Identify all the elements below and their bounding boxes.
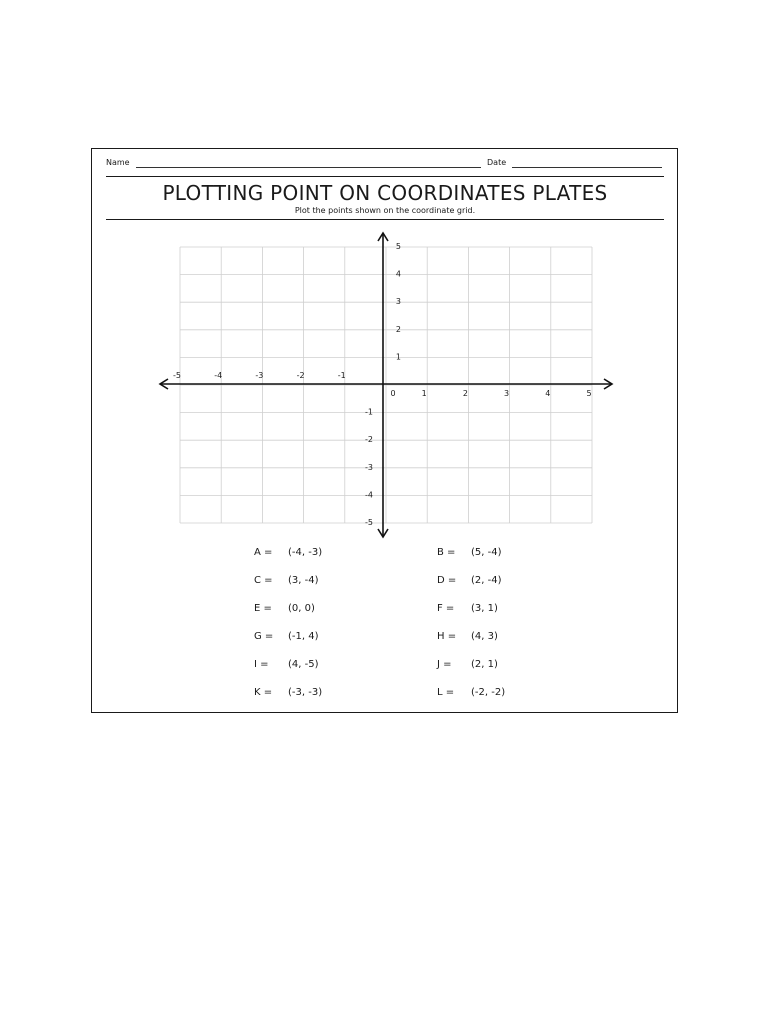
point-coordinate: (4, -5) xyxy=(288,659,319,670)
y-tick-label: -3 xyxy=(365,462,373,472)
points-list xyxy=(92,149,679,714)
point-item xyxy=(437,575,502,586)
y-tick-label: -5 xyxy=(365,518,373,527)
point-coordinate: (3, -4) xyxy=(288,575,319,586)
page-title: PLOTTING POINT ON COORDINATES PLATES xyxy=(162,181,608,205)
point-item xyxy=(437,687,505,698)
point-coordinate: (0, 0) xyxy=(288,603,315,614)
point-item xyxy=(437,603,498,614)
y-tick-label: 5 xyxy=(395,242,401,251)
point-label: L = xyxy=(437,687,455,698)
point-label: F = xyxy=(437,603,455,614)
point-item xyxy=(254,631,319,642)
point-coordinate: (-3, -3) xyxy=(288,687,323,698)
point-item xyxy=(254,575,319,586)
worksheet xyxy=(91,148,678,713)
point-item xyxy=(254,547,322,558)
x-tick-label: -1 xyxy=(337,371,346,380)
point-label: J = xyxy=(437,659,452,670)
x-tick-label: -4 xyxy=(214,371,223,380)
point-label: H = xyxy=(437,631,457,642)
point-label: G = xyxy=(254,631,274,642)
y-tick-label: -4 xyxy=(365,490,373,500)
x-tick-label: 1 xyxy=(421,389,427,398)
point-item xyxy=(437,631,498,642)
x-tick-label: 2 xyxy=(462,389,468,398)
point-coordinate: (2, -4) xyxy=(471,575,502,586)
point-coordinate: (4, 3) xyxy=(471,631,498,642)
point-label: B = xyxy=(437,547,456,558)
x-tick-label: 0 xyxy=(390,389,396,398)
point-label: E = xyxy=(254,603,272,614)
point-item xyxy=(437,547,502,558)
point-coordinate: (3, 1) xyxy=(471,603,498,614)
point-label: C = xyxy=(254,575,273,586)
y-tick-label: 3 xyxy=(395,297,401,307)
point-coordinate: (-1, 4) xyxy=(288,631,319,642)
x-tick-label: -3 xyxy=(255,371,264,380)
point-coordinate: (-2, -2) xyxy=(471,687,506,698)
x-tick-label: -2 xyxy=(296,371,305,380)
point-coordinate: (-4, -3) xyxy=(288,547,323,558)
x-tick-label: 3 xyxy=(504,389,510,398)
point-label: A = xyxy=(254,547,273,558)
point-item xyxy=(254,659,319,670)
y-tick-label: 1 xyxy=(395,352,401,362)
page-subtitle: Plot the points shown on the coordinate grid. xyxy=(294,206,476,215)
point-coordinate: (2, 1) xyxy=(471,659,498,670)
x-tick-label: -5 xyxy=(173,371,181,380)
point-item xyxy=(254,687,322,698)
x-tick-label: 5 xyxy=(586,389,592,398)
y-tick-label: -2 xyxy=(365,435,373,445)
point-label: I = xyxy=(254,659,269,670)
y-tick-label: 2 xyxy=(395,324,401,334)
date-label: Date xyxy=(487,158,507,167)
point-item xyxy=(254,603,315,614)
point-label: K = xyxy=(254,687,273,698)
point-label: D = xyxy=(437,575,457,586)
y-tick-label: -1 xyxy=(365,407,373,417)
name-label: Name xyxy=(106,158,130,167)
y-tick-label: 4 xyxy=(395,269,401,279)
x-tick-label: 4 xyxy=(545,389,551,398)
point-item xyxy=(437,659,498,670)
point-coordinate: (5, -4) xyxy=(471,547,502,558)
